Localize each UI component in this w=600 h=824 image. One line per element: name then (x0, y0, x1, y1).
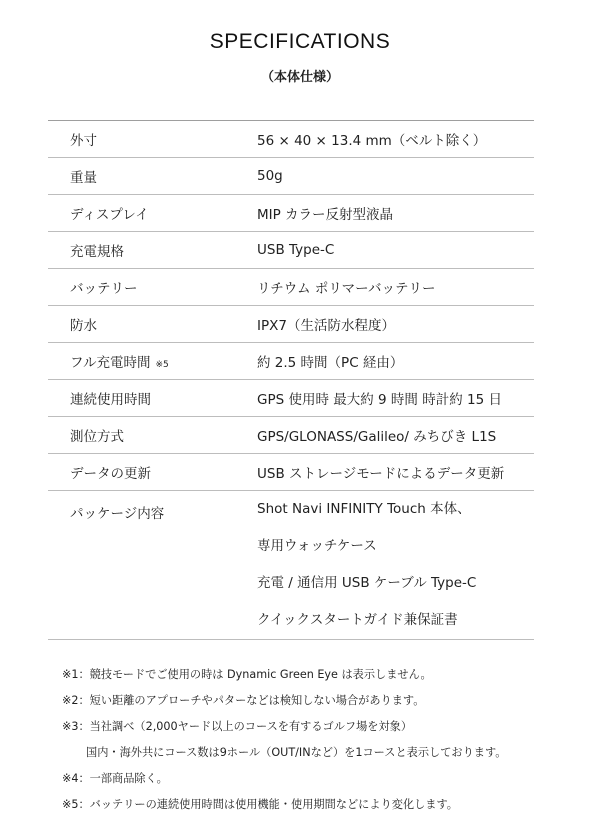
spec-key (48, 343, 257, 380)
spec-row-charge-time (48, 343, 534, 380)
package-item: クイックスタートガイド兼保証書 (257, 612, 458, 628)
spec-row-positioning (48, 417, 534, 454)
spec-value: MIP カラー反射型液晶 (257, 207, 394, 223)
spec-key: 防水 (70, 318, 97, 334)
footnote-5: ※5：バッテリーの連続使用時間は使用機能・使用期間などにより変化します。 (62, 798, 458, 811)
spec-key: データの更新 (70, 466, 151, 482)
page-title: SPECIFICATIONS (209, 30, 391, 53)
spec-key: 外寸 (70, 133, 97, 149)
spec-row-display (48, 195, 534, 232)
spec-key: パッケージ内容 (70, 506, 165, 522)
spec-table (48, 120, 534, 640)
package-item: 専用ウォッチケース (257, 538, 377, 554)
spec-row-waterproof (48, 306, 534, 343)
package-item: Shot Navi INFINITY Touch 本体、 (257, 501, 471, 517)
package-item: 充電 / 通信用 USB ケーブル Type-C (257, 575, 477, 591)
spec-key: 充電規格 (70, 244, 124, 260)
spec-value: GPS 使用時 最大約 9 時間 時計約 15 日 (257, 392, 502, 408)
spec-key: 重量 (70, 170, 97, 186)
spec-row-battery (48, 269, 534, 306)
spec-key: 連続使用時間 (70, 392, 151, 408)
spec-row-usage-time (48, 380, 534, 417)
spec-key-label: フル充電時間 (70, 355, 151, 371)
spec-row-data-update (48, 454, 534, 491)
spec-key: 測位方式 (70, 429, 124, 445)
spec-row-dimensions (48, 121, 534, 158)
footnote-1: ※1：競技モードでご使用の時は Dynamic Green Eye は表示しません。 (62, 668, 432, 681)
footnote-2: ※2：短い距離のアプローチやパターなどは検知しない場合があります。 (62, 694, 425, 707)
spec-value: USB ストレージモードによるデータ更新 (257, 466, 505, 482)
spec-row-charging (48, 232, 534, 269)
page-subtitle: （本体仕様） (260, 70, 339, 85)
footnote-3-continued: 国内・海外共にコース数は9ホール（OUT/INなど）を1コースと表示しております。 (86, 746, 507, 759)
footnote-marker: ※5 (155, 360, 169, 370)
spec-value: 50g (257, 168, 283, 184)
spec-row-weight (48, 158, 534, 195)
spec-value: リチウム ポリマーバッテリー (257, 281, 436, 297)
footnote-3: ※3：当社調べ（2,000ヤード以上のコースを有するゴルフ場を対象） (62, 720, 413, 733)
spec-key: ディスプレイ (70, 207, 149, 223)
footnotes (62, 668, 582, 824)
spec-value: IPX7（生活防水程度） (257, 318, 395, 334)
spec-row-package (48, 491, 534, 640)
spec-value: USB Type-C (257, 242, 335, 258)
spec-value: 約 2.5 時間（PC 経由） (257, 355, 404, 371)
footnote-4: ※4：一部商品除く。 (62, 772, 168, 785)
spec-value: 56 × 40 × 13.4 mm（ベルト除く） (257, 133, 487, 149)
spec-value: GPS/GLONASS/Galileo/ みちびき L1S (257, 429, 497, 445)
spec-key: バッテリー (70, 281, 138, 297)
spec-value-list (257, 491, 534, 640)
